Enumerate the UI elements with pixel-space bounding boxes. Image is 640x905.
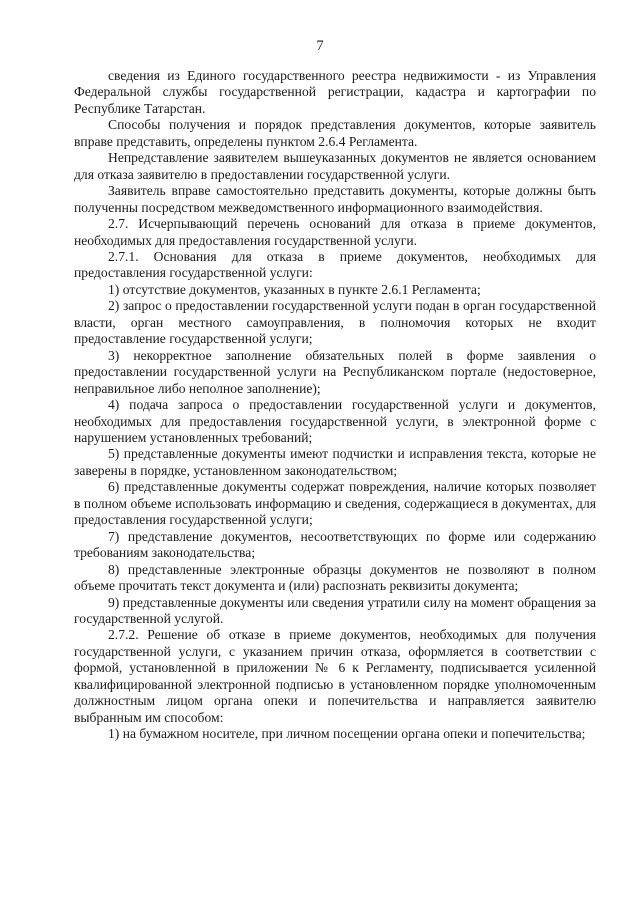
paragraph: 2.7.1. Основания для отказа в приеме документов, необходимых для предоставления государственной услуги: <box>74 248 596 281</box>
paragraph: Непредставление заявителем вышеуказанных документов не является основанием для отказа заявителю в предоставлении государственной услуги. <box>74 150 596 182</box>
paragraph: 3) некорректное заполнение обязательных полей в форме заявления о предоставлении государственной услуги на Республиканском портале (недостоверное, неправильное либо неполное заполнение); <box>74 347 596 396</box>
paragraph: 5) представленные документы имеют подчистки и исправления текста, которые не заверены в порядке, установленном законодательством; <box>74 446 596 478</box>
paragraph: 1) отсутствие документов, указанных в пункте 2.6.1 Регламента; <box>108 281 481 297</box>
paragraph: 2.7.2. Решение об отказе в приеме документов, необходимых для получения государственной услуги, с указанием причин отказа, оформляется в соответствии с формой, установленной в приложении № 6 к Регламенту, подписывается усиленной квалифицированной электронной подписью в установленном порядке уполномоченным должностным лицом органа опеки и попечительства и направляется заявителю выбранным им способом: <box>74 627 596 725</box>
paragraph: Заявитель вправе самостоятельно представить документы, которые должны быть полученны посредством межведомственного информационного взаимодействия. <box>74 183 596 215</box>
paragraph: сведения из Единого государственного реестра недвижимости - из Управления Федеральной службы государственной регистрации, кадастра и картографии по Республике Татарстан. <box>74 68 596 116</box>
paragraph: 6) представленные документы содержат повреждения, наличие которых позволяет в полном объеме использовать информацию и сведения, содержащиеся в документах, для предоставления государственной услуги; <box>74 479 596 528</box>
paragraph: 9) представленные документы или сведения утратили силу на момент обращения за государственной услугой. <box>74 594 596 626</box>
paragraph: 2) запрос о предоставлении государственной услуги подан в орган государственной власти, орган местного самоуправления, в полномочия которых не входит предоставление государственной услуги; <box>74 298 596 347</box>
paragraph: 4) подача запроса о предоставлении государственной услуги и документов, необходимых для предоставления государственной услуги, в электронной форме с нарушением установленных требований; <box>74 397 596 445</box>
document-body <box>74 68 596 743</box>
paragraph: Способы получения и порядок представления документов, которые заявитель вправе представить, определены пунктом 2.6.4 Регламента. <box>74 117 596 149</box>
paragraph: 2.7. Исчерпывающий перечень оснований для отказа в приеме документов, необходимых для предоставления государственной услуги. <box>74 216 596 248</box>
page-number: 7 <box>316 38 324 54</box>
paragraph: 1) на бумажном носителе, при личном посещении органа опеки и попечительства; <box>108 726 586 742</box>
paragraph: 7) представление документов, несоответствующих по форме или содержанию требованиям законодательства; <box>74 528 596 561</box>
paragraph: 8) представленные электронные образцы документов не позволяют в полном объеме прочитать текст документа и (или) распознать реквизиты документа; <box>74 561 596 594</box>
